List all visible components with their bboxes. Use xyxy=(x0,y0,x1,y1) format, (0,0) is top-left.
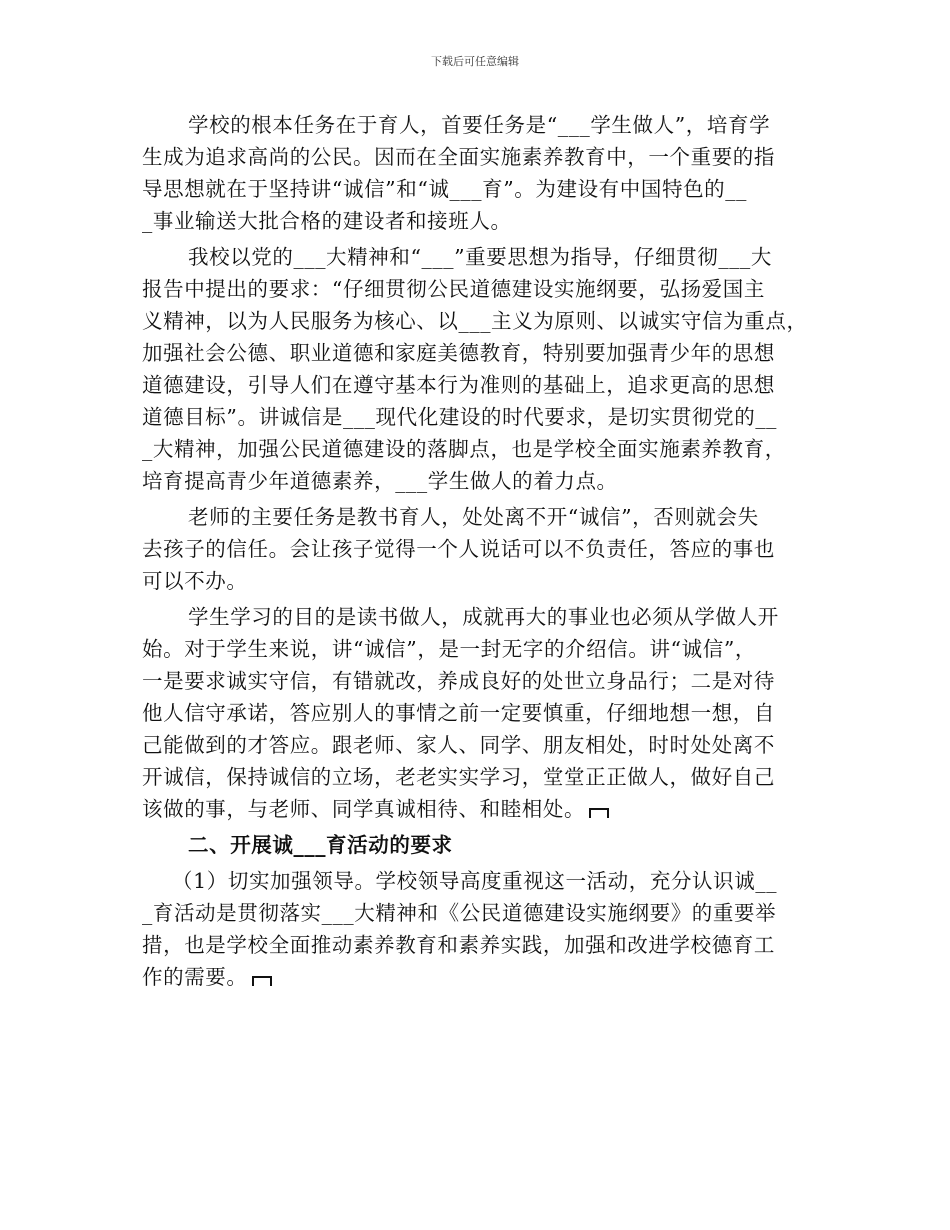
text-line: 义精神，以为人民服务为核心、以___主义为原则、以诚实守信为重点， xyxy=(142,309,808,333)
text-line: 我校以党的___大精神和“___”重要思想为指导，仔细贯彻___大 xyxy=(188,245,773,269)
text-line: （1）切实加强领导。学校领导高度重视这一活动，充分认识诚__ xyxy=(172,869,778,893)
paragraph-4 xyxy=(142,601,812,825)
text-line: 学生学习的目的是读书做人，成就再大的事业也必须从学做人开 xyxy=(188,605,779,629)
text-line: _大精神，加强公民道德建设的落脚点，也是学校全面实施素养教育， xyxy=(142,437,786,461)
text-line: _事业输送大批合格的建设者和接班人。 xyxy=(142,209,512,233)
text-line: 学校的根本任务在于育人，首要任务是“___学生做人”，培育学 xyxy=(188,113,771,137)
text-line: 导思想就在于坚持讲“诚信”和“诚___育”。为建设有中国特色的__ xyxy=(142,177,747,201)
paragraph-2 xyxy=(142,241,812,497)
text-line: 道德目标”。讲诚信是___现代化建设的时代要求，是切实贯彻党的__ xyxy=(142,405,778,429)
text-line: 己能做到的才答应。跟老师、家人、同学、朋友相处，时时处处离不 xyxy=(142,733,775,757)
text-line-content: 作的需要。 xyxy=(142,965,248,989)
text-line: 可以不办。 xyxy=(142,569,248,593)
text-line: 生成为追求高尚的公民。因而在全面实施素养教育中，一个重要的指 xyxy=(142,145,775,169)
text-line xyxy=(142,961,812,993)
paragraph-1 xyxy=(142,109,812,237)
paragraph-mark-icon xyxy=(589,808,609,818)
document-body xyxy=(142,109,812,993)
text-line: 加强社会公德、职业道德和家庭美德教育，特别要加强青少年的思想 xyxy=(142,341,775,365)
text-line: 培育提高青少年道德素养，___学生做人的着力点。 xyxy=(142,469,618,493)
text-line: 报告中提出的要求：“仔细贯彻公民道德建设实施纲要，弘扬爱国主 xyxy=(142,277,765,301)
text-line-content: 该做的事，与老师、同学真诚相待、和睦相处。 xyxy=(142,797,586,821)
section-heading: 二、开展诚___育活动的要求 xyxy=(188,833,453,857)
text-line: 老师的主要任务是教书育人，处处离不开“诚信”，否则就会失 xyxy=(188,505,759,529)
text-line: _育活动是贯彻落实___大精神和《公民道德建设实施纲要》的重要举 xyxy=(142,901,777,925)
text-line: 道德建设，引导人们在遵守基本行为准则的基础上，追求更高的思想 xyxy=(142,373,775,397)
text-line: 措，也是学校全面推动素养教育和素养实践，加强和改进学校德育工 xyxy=(142,933,775,957)
paragraph-mark-icon xyxy=(252,976,272,986)
text-line: 一是要求诚实守信，有错就改，养成良好的处世立身品行；二是对待 xyxy=(142,669,775,693)
text-line: 去孩子的信任。会让孩子觉得一个人说话可以不负责任，答应的事也 xyxy=(142,537,775,561)
text-line: 开诚信，保持诚信的立场，老老实实学习，堂堂正正做人，做好自己 xyxy=(142,765,775,789)
page-header: 下载后可任意编辑 xyxy=(431,55,519,68)
text-line xyxy=(142,793,812,825)
text-line: 始。对于学生来说，讲“诚信”，是一封无字的介绍信。讲“诚信”， xyxy=(142,637,757,661)
paragraph-5 xyxy=(142,865,812,993)
paragraph-3 xyxy=(142,501,812,597)
text-line: 他人信守承诺，答应别人的事情之前一定要慎重，仔细地想一想，自 xyxy=(142,701,775,725)
